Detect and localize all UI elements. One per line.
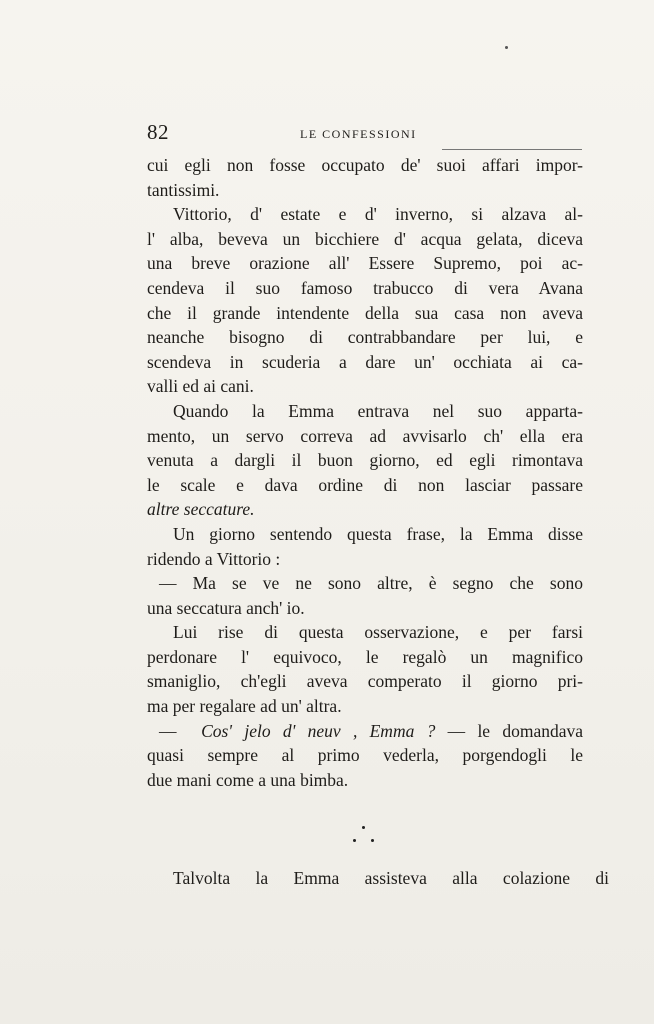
text-line: ridendo a Vittorio : — [147, 548, 281, 569]
dialogue-line — [147, 719, 583, 744]
asterism-dot — [362, 826, 365, 829]
text-line: ma per regalare ad un' altra. — [147, 696, 342, 717]
text-line: una seccatura anch' io. — [147, 597, 305, 618]
header-rule — [442, 149, 582, 150]
asterism-dot — [353, 839, 356, 842]
text-line: cendeva il suo famoso trabucco di vera Avana — [147, 277, 583, 298]
text-line: Un giorno sentendo questa frase, la Emma disse — [173, 523, 583, 544]
text-line-continued: Talvolta la Emma assisteva alla colazione di — [173, 868, 609, 888]
text-line: quasi sempre al primo vederla, porgendogli le — [147, 745, 583, 766]
body-text — [147, 153, 583, 792]
text-line: Vittorio, d' estate e d' inverno, si alzava al- — [173, 204, 583, 225]
running-title: LE CONFESSIONI — [300, 127, 417, 141]
text-line: — Ma se ve ne sono altre, è segno che sono — [159, 573, 583, 594]
text-line: una breve orazione all' Essere Supremo, poi ac- — [147, 253, 583, 274]
page-number: 82 — [147, 120, 169, 144]
dialogue-rest: — le domandava — [447, 720, 584, 741]
text-line: venuta a dargli il buon giorno, ed egli rimontava — [147, 450, 583, 471]
text-line: Lui rise di questa osservazione, e per farsi — [173, 622, 583, 643]
page-header — [147, 120, 583, 150]
text-line: Quando la Emma entrava nel suo apparta- — [173, 400, 583, 421]
text-line: le scale e dava ordine di non lasciar passare — [147, 474, 583, 495]
text-line: scendeva in scuderia a dare un' occhiata ai ca- — [147, 351, 583, 372]
text-line: due mani come a una bimba. — [147, 769, 349, 790]
text-line: perdonare l' equivoco, le regalò un magnifico — [147, 646, 583, 667]
text-line: cui egli non fosse occupato de' suoi affari impor- — [147, 155, 583, 175]
text-line: mento, un servo correva ad avvisarlo ch' ella era — [147, 425, 583, 446]
dialogue-quote: Cos' jelo d' neuv , Emma ? — [201, 720, 436, 741]
asterism-dot — [371, 839, 374, 842]
text-line: l' alba, beveva un bicchiere d' acqua gelata, diceva — [147, 228, 583, 249]
dialogue-dash: — — [159, 720, 177, 741]
section-break-asterism — [344, 822, 384, 852]
text-line: valli ed ai cani. — [147, 376, 254, 397]
paper-speck — [505, 46, 508, 49]
text-line: smaniglio, ch'egli aveva comperato il giorno pri- — [147, 671, 583, 692]
text-line: che il grande intendente della sua casa non aveva — [147, 302, 583, 323]
text-line: neanche bisogno di contrabbandare per lui, e — [147, 327, 583, 348]
text-line: altre seccature. — [147, 499, 255, 520]
text-line: tantissimi. — [147, 179, 220, 200]
